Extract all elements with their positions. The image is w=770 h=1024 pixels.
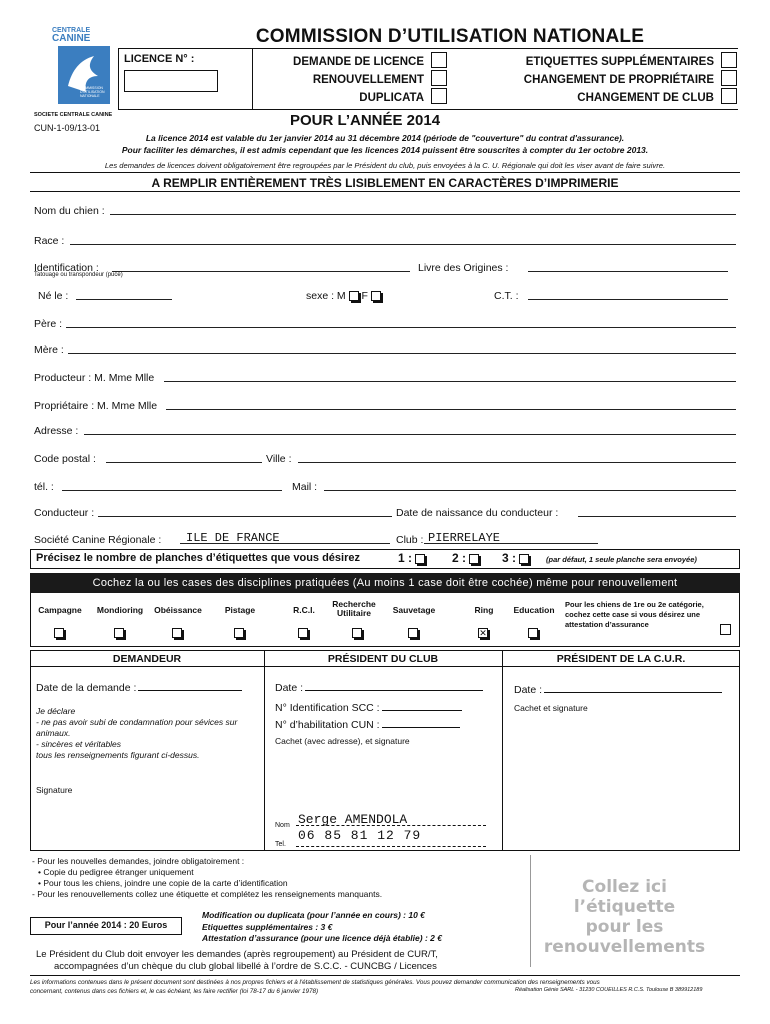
discipline-checkbox-0[interactable] [54, 628, 64, 638]
option-changement-proprietaire-checkbox[interactable] [721, 70, 737, 86]
form-ref: CUN-1-09/13-01 [34, 123, 101, 133]
option-etiquettes-checkbox[interactable] [721, 52, 737, 68]
declare-2: - sincères et véritables [36, 739, 122, 749]
tatouage-hint: Tatouage ou transpondeur (puce) [34, 272, 123, 278]
declare-3: tous les renseignements figurant ci-dessus. [36, 750, 200, 760]
livre-label: Livre des Origines : [418, 262, 509, 274]
sexe-f-checkbox[interactable] [371, 291, 381, 301]
pclub-scc-label: N° Identification SCC : [275, 702, 380, 714]
price-3: Attestation d’assurance (pour une licence déjà établie) : 2 € [202, 933, 442, 943]
declare-label: Je déclare [36, 706, 76, 716]
disciplines-list [30, 598, 560, 642]
declare-1: - ne pas avoir subi de condamnation pour sévices sur animaux. [36, 717, 238, 738]
category-note: Pour les chiens de 1re ou 2e catégorie, cochez cette case si vous désirez une attestation d’assurance [565, 600, 704, 629]
instr-4: - Pour les renouvellements collez une étiquette et complétez les renseignements manquants. [32, 889, 383, 899]
option-demande-checkbox[interactable] [431, 52, 447, 68]
discipline-label-2: Obéissance [154, 605, 202, 615]
pclub-cachet-label: Cachet (avec adresse), et signature [275, 736, 410, 746]
discipline-label-8: Education [513, 605, 555, 615]
facilitate-text: Pour faciliter les démarches, il est admis cependant que les licences 2014 puissent être souscrites à compter du 1er octobre 2013. [121, 145, 649, 155]
pclub-nom-value[interactable]: Serge AMENDOLA [298, 812, 408, 827]
nom-field[interactable] [110, 214, 736, 215]
planches-1-checkbox[interactable] [415, 554, 425, 564]
sexe-m-checkbox[interactable] [349, 291, 359, 301]
pcur-date-field[interactable] [544, 692, 722, 693]
pclub-date-label: Date : [275, 682, 304, 694]
option-changement-club-checkbox[interactable] [721, 88, 737, 104]
footer-2: concernant, contenus dans ces fichiers et, le cas échéant, les faire rectifier (loi 78-17 du 6 janvier 1978) [30, 988, 319, 995]
disciplines-header: Cochez la ou les cases des disciplines pratiquées (Au moins 1 case doit être cochée) même pour renouvellement [30, 573, 740, 593]
instr-3: • Pour tous les chiens, joindre une copie de la carte d’identification [38, 878, 288, 888]
pere-label: Père : [34, 318, 63, 330]
planches-2-checkbox[interactable] [469, 554, 479, 564]
option-duplicata-checkbox[interactable] [431, 88, 447, 104]
pclub-date-field[interactable] [305, 690, 483, 691]
instr-2: • Copie du pedigree étranger uniquement [38, 867, 194, 877]
planches-3-label: 3 : [502, 551, 517, 565]
planches-note: (par défaut, 1 seule planche sera envoyée) [546, 555, 697, 564]
pere-field[interactable] [66, 327, 736, 328]
adresse-label: Adresse : [34, 425, 79, 437]
code-postal-field[interactable] [106, 462, 262, 463]
option-renouvellement-label: RENOUVELLEMENT [312, 74, 424, 86]
naissance-field[interactable] [578, 516, 736, 517]
nom-label: Nom du chien : [34, 205, 105, 217]
identification-field[interactable] [112, 271, 410, 272]
sticker-line-2: l’étiquette [573, 897, 676, 917]
logo [52, 27, 116, 109]
licence-label: LICENCE N° : [124, 53, 195, 65]
tel-field[interactable] [62, 490, 282, 491]
option-demande-label: DEMANDE DE LICENCE [293, 56, 424, 68]
discipline-label-3: Pistage [224, 605, 256, 615]
option-changement-club-label: CHANGEMENT DE CLUB [577, 92, 714, 104]
producteur-label: Producteur : M. Mme Mlle [34, 372, 155, 384]
identification-label: Identification : [34, 262, 99, 274]
price-2: Etiquettes supplémentaires : 3 € [202, 921, 333, 932]
discipline-label-4: R.C.I. [293, 605, 315, 615]
pclub-nom-label: Nom [275, 822, 290, 829]
pclub-tel-value[interactable]: 06 85 81 12 79 [298, 828, 422, 843]
logo-line2: CANINE [52, 33, 91, 44]
club-value[interactable]: PIERRELAYE [428, 531, 501, 545]
discipline-label-7: Ring [474, 605, 494, 615]
pclub-tel-label: Tel. [275, 841, 286, 848]
ct-field[interactable] [528, 299, 728, 300]
logo-line1: CENTRALE [52, 27, 91, 34]
conducteur-field[interactable] [98, 516, 392, 517]
proprietaire-label: Propriétaire : M. Mme Mlle [34, 400, 158, 412]
discipline-checkbox-1[interactable] [114, 628, 124, 638]
planches-2-label: 2 : [452, 551, 467, 565]
code-postal-label: Code postal : [34, 453, 96, 465]
logo-emblem: COMMISSION D'UTILISATION NATIONALE [58, 46, 110, 104]
option-renouvellement-checkbox[interactable] [431, 70, 447, 86]
naissance-label: Date de naissance du conducteur : [396, 507, 559, 519]
demande-date-label: Date de la demande : [36, 682, 137, 694]
livre-field[interactable] [528, 271, 728, 272]
option-changement-proprietaire-label: CHANGEMENT DE PROPRIÉTAIRE [523, 74, 714, 86]
ne-label: Né le : [38, 290, 69, 302]
discipline-checkbox-8[interactable] [528, 628, 538, 638]
sexe-f-label: F [361, 290, 368, 302]
discipline-checkbox-3[interactable] [234, 628, 244, 638]
option-duplicata-label: DUPLICATA [359, 92, 424, 104]
discipline-checkbox-5[interactable] [352, 628, 362, 638]
price-1: Modification ou duplicata (pour l’année en cours) : 10 € [202, 910, 425, 920]
discipline-checkbox-7[interactable]: ✕ [479, 628, 487, 638]
col-president-cur: PRÉSIDENT DE LA C.U.R. [556, 653, 686, 665]
scr-label: Société Canine Régionale : [34, 534, 162, 546]
planches-1-label: 1 : [398, 551, 413, 565]
race-field[interactable] [70, 244, 736, 245]
mere-field[interactable] [68, 353, 736, 354]
demande-date-field[interactable] [138, 690, 242, 691]
validity-text: La licence 2014 est valable du 1er janvier 2014 au 31 décembre 2014 (période de "couverture" du contrat d'assurance). [145, 133, 625, 143]
discipline-label-5: Recherche Utilitaire [332, 599, 376, 618]
pcur-date-label: Date : [514, 684, 543, 696]
pclub-cun-field[interactable] [382, 727, 460, 728]
discipline-checkbox-4[interactable] [298, 628, 308, 638]
producteur-field[interactable] [164, 381, 736, 382]
col-president-club: PRÉSIDENT DU CLUB [327, 653, 439, 665]
pclub-cun-label: N° d’habilitation CUN : [275, 719, 380, 731]
tel-label: tél. : [34, 481, 54, 493]
conducteur-label: Conducteur : [34, 507, 95, 519]
year-title: POUR L’ANNÉE 2014 [290, 112, 441, 129]
discipline-label-6: Sauvetage [392, 605, 436, 615]
sticker-line-4: renouvellements [543, 937, 706, 957]
discipline-label-0: Campagne [38, 605, 82, 615]
discipline-checkbox-2[interactable] [172, 628, 182, 638]
ville-field[interactable] [298, 462, 736, 463]
proprietaire-field[interactable] [166, 409, 736, 410]
option-etiquettes-label: ETIQUETTES SUPPLÉMENTAIRES [525, 56, 714, 68]
instr-1: - Pour les nouvelles demandes, joindre obligatoirement : [32, 856, 245, 866]
footer-right: Réalisation Génie SARL - 31230 COUEILLES R.C.S. Toulouse B 389912189 [515, 987, 703, 993]
signature-label: Signature [36, 785, 73, 795]
pcur-cachet-label: Cachet et signature [514, 703, 588, 713]
assurance-checkbox[interactable] [720, 624, 731, 635]
planches-label: Précisez le nombre de planches d’étiquettes que vous désirez [36, 552, 360, 564]
mere-label: Mère : [34, 344, 64, 356]
planches-3-checkbox[interactable] [519, 554, 529, 564]
grouping-text: Les demandes de licences doivent obligatoirement être regroupées par le Président du club, puis envoyées à la C. U. Régionale qui doit les viser avant de faire suivre. [104, 161, 666, 170]
pclub-scc-field[interactable] [382, 710, 462, 711]
mail-label: Mail : [292, 481, 318, 493]
send-1: Le Président du Club doit envoyer les demandes (après regroupement) au Président de CUR/T, [36, 949, 438, 960]
page-title: COMMISSION D’UTILISATION NATIONALE [255, 26, 645, 47]
club-label: Club : [396, 534, 424, 546]
col-demandeur: DEMANDEUR [112, 653, 182, 665]
sticker-area[interactable] [530, 855, 718, 967]
send-2: accompagnées d’un chèque du club global libellé à l’ordre de S.C.C. - CUNCBG / Licences [54, 961, 437, 972]
price-box: Pour l’année 2014 : 20 Euros [30, 917, 182, 935]
ville-label: Ville : [266, 453, 292, 465]
mail-field[interactable] [324, 490, 736, 491]
sticker-line-3: pour les [585, 917, 664, 937]
ne-field[interactable] [76, 299, 172, 300]
fill-header: A REMPLIR ENTIÈREMENT TRÈS LISIBLEMENT EN CARACTÈRES D’IMPRIMERIE [151, 176, 619, 190]
scr-value[interactable]: ILE DE FRANCE [186, 531, 280, 545]
ct-label: C.T. : [494, 290, 519, 302]
discipline-label-1: Mondioring [96, 605, 144, 615]
footer-1: Les informations contenues dans le présent document sont destinées à nos propres fichiers et à l'établissement de statistiques générales. Vous pouvez demander communication des renseignements vous [30, 979, 600, 986]
adresse-field[interactable] [84, 434, 736, 435]
logo-org: SOCIETE CENTRALE CANINE [34, 112, 113, 118]
sticker-line-1: Collez ici [582, 877, 667, 897]
sexe-label: sexe : M [306, 290, 346, 302]
race-label: Race : [34, 235, 65, 247]
discipline-checkbox-6[interactable] [408, 628, 418, 638]
